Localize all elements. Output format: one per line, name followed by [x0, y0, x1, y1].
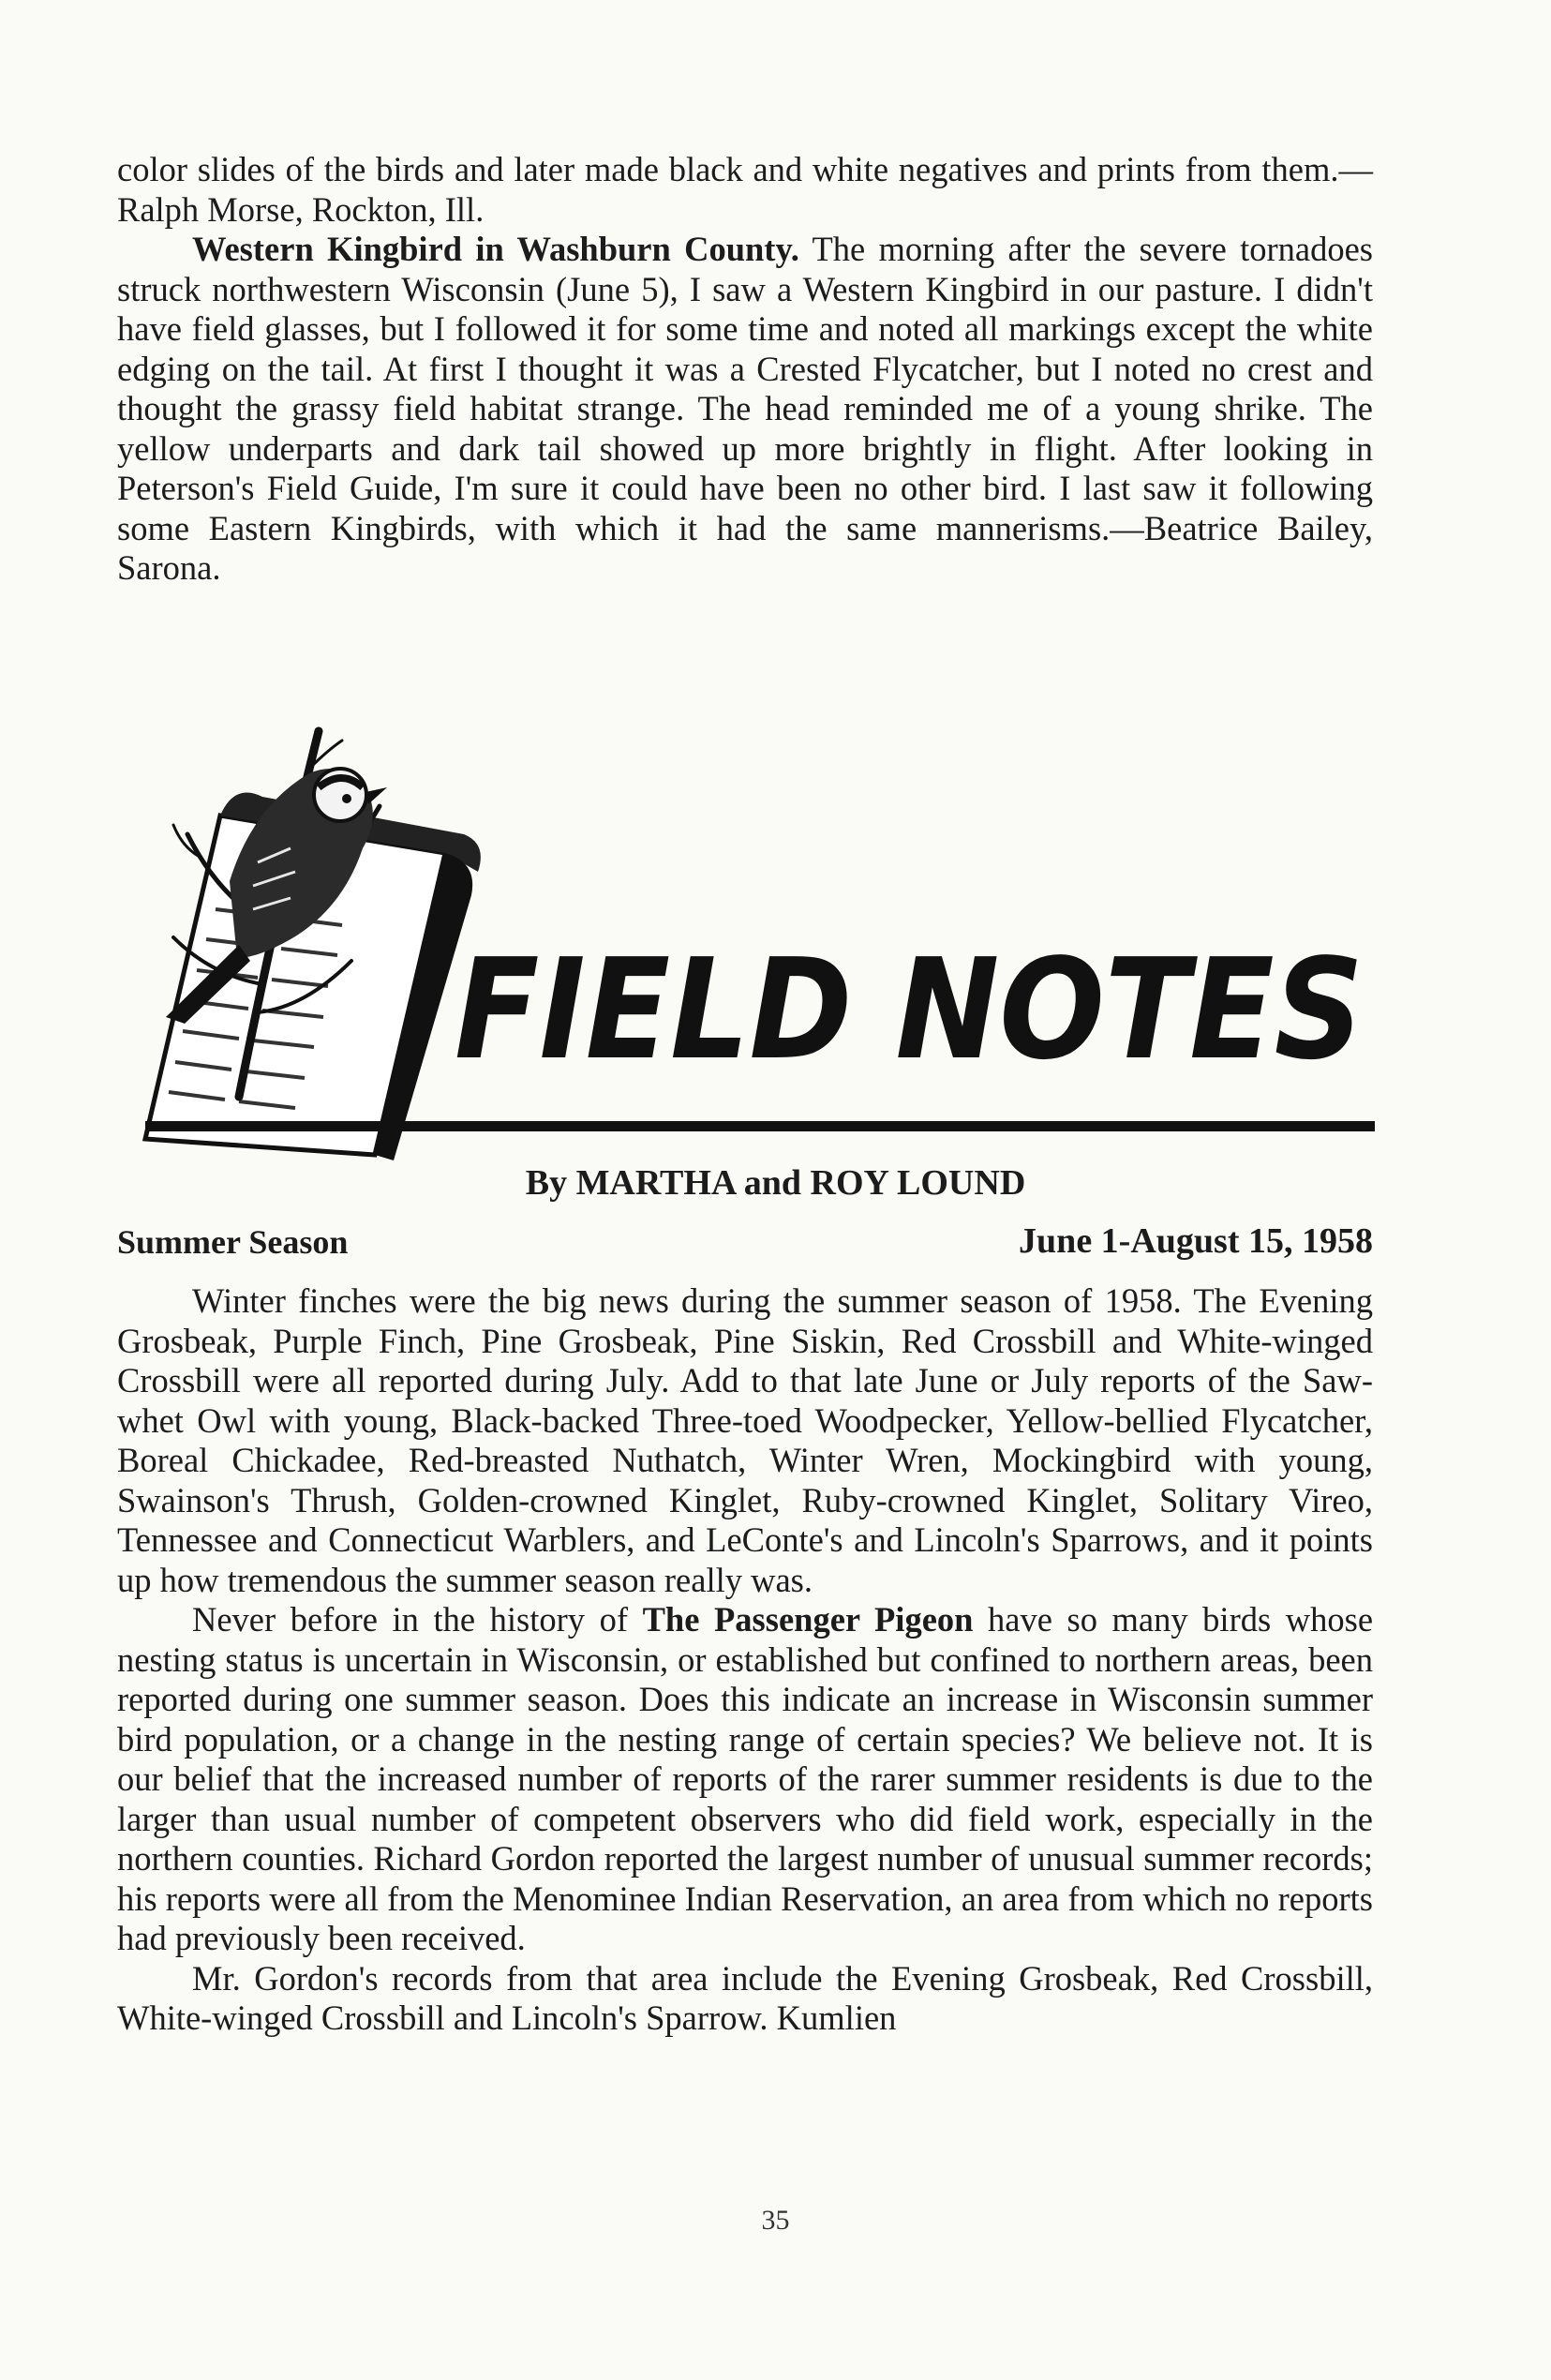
note-heading: Western Kingbird in Washburn County. — [192, 230, 799, 268]
journal-title: The Passenger Pigeon — [642, 1600, 974, 1639]
title-rule — [145, 1121, 1375, 1131]
page-number: 35 — [761, 2205, 790, 2236]
body-paragraph-3: Mr. Gordon's records from that area include the Evening Grosbeak, Red Crossbill, White-winged Crossbill and Lincoln's Sparrow. Kumlien — [117, 1958, 1373, 2037]
note-text: The morning after the severe tornadoes struck northwestern Wisconsin (June 5), I saw a Western Kingbird in our pasture. I didn't have field glasses, but I followed it for some time and noted all markings except the white edging on the tail. At first I thought it was a Crested Flycatcher, but I noted no crest and thought the grassy field habitat strange. The head reminded me of a young shrike. The yellow underparts and dark tail showed up more brightly in flight. After looking in Peterson's Field Guide, I'm sure it could have been no other bird. I last saw it following some Eastern Kingbirds, with which it had the same mannerisms.—Beatrice Bailey, Sarona. — [117, 230, 1373, 587]
field-notes-body — [117, 1281, 1373, 2039]
continued-paragraph — [117, 150, 1373, 230]
note-paragraph — [117, 230, 1373, 589]
p2-rest: have so many birds whose nesting status is uncertain in Wisconsin, or established but confined to northern areas, been reported during one summer season. Does this indicate an increase in Wisconsin summer bird population, or a change in the nesting range of certain species? We believe not. It is our belief that the increased number of reports of the rarer summer residents is due to the larger than usual number of competent observers who did field work, especially in the northern counties. Richard Gordon reported the largest number of unusual summer records; his reports were all from the Menominee Indian Reservation, an area from which no reports had previously been received. — [117, 1600, 1374, 1957]
season-dates: June 1-August 15, 1958 — [1019, 1221, 1373, 1261]
p2-start: Never before in the history of — [192, 1600, 628, 1639]
continued-text: color slides of the birds and later made black and white negatives and prints from them.—Ralph Morse, Rockton, Ill. — [117, 150, 1373, 229]
byline: By MARTHA and ROY LOUND — [525, 1163, 1026, 1203]
western-kingbird-note — [117, 230, 1373, 589]
section-title: FIELD NOTES — [455, 929, 1364, 1090]
season-row — [117, 1220, 1373, 1262]
body-paragraph-2 — [117, 1600, 1373, 1959]
body-paragraph-1: Winter finches were the big news during the summer season of 1958. The Evening Grosbeak, Purple Finch, Pine Grosbeak, Pine Siskin, Red Crossbill and White-winged Crossbill were all reported during July. Add to that late June or July reports of the Saw-whet Owl with young, Black-backed Three-toed Woodpecker, Yellow-bellied Flycatcher, Boreal Chickadee, Red-breasted Nuthatch, Winter Wren, Mockingbird with young, Swainson's Thrush, Golden-crowned Kinglet, Ruby-crowned Kinglet, Solitary Vireo, Tennessee and Connecticut Warblers, and LeConte's and Lincoln's Sparrows, and it points up how tremendous the summer season really was. — [117, 1281, 1373, 1599]
season-label: Summer Season — [117, 1223, 349, 1261]
field-notes-header-illustration — [117, 694, 1378, 1162]
